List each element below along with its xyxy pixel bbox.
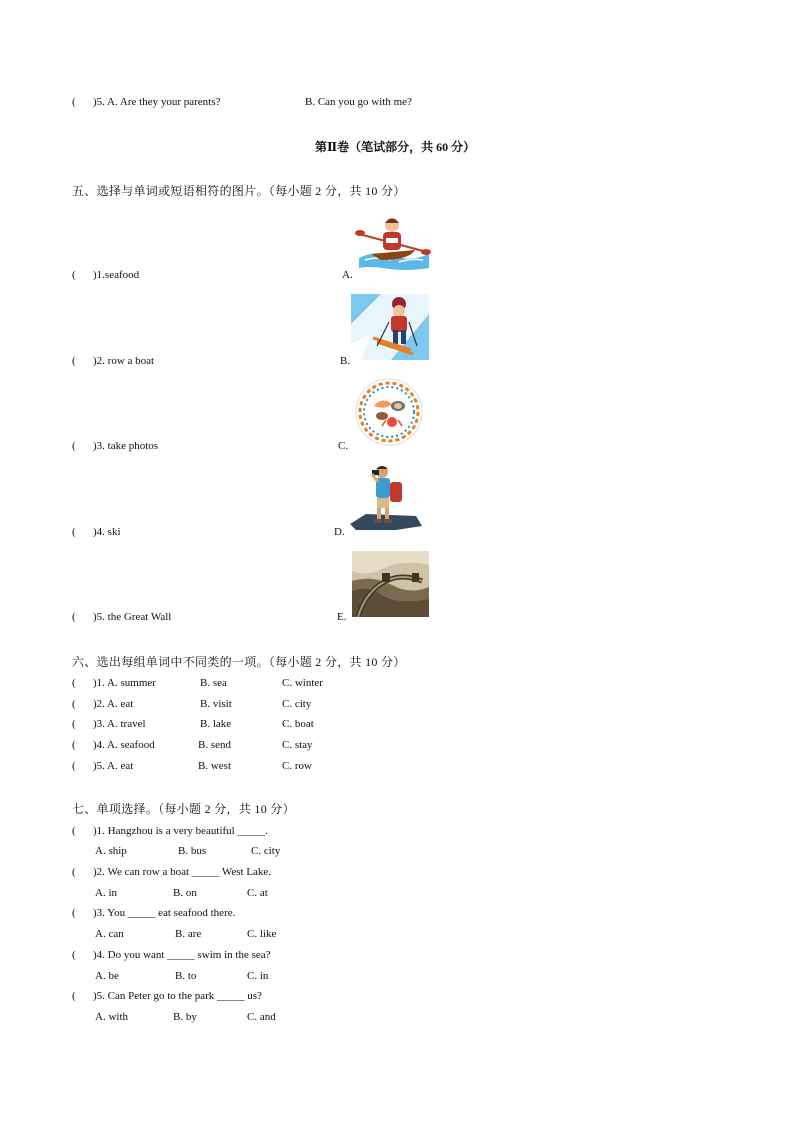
seafood-plate-picture — [352, 378, 426, 446]
part-title: 第Ⅱ卷（笔试部分，共 60 分） — [315, 140, 476, 154]
option-c: C. winter — [282, 677, 323, 689]
option-b: B. to — [175, 970, 197, 982]
paren-open: ( — [72, 949, 76, 961]
option-c: C. city — [251, 845, 281, 857]
match-item: )5. the Great Wall — [93, 611, 172, 623]
option-b: B. sea — [200, 677, 227, 689]
option-a: A. ship — [95, 845, 127, 857]
paren-open: ( — [72, 718, 76, 730]
question-text: )3. You _____ eat seafood there. — [93, 907, 236, 919]
option-b: B. lake — [200, 718, 232, 730]
skiing-picture — [351, 294, 429, 360]
option-b: B. send — [198, 739, 231, 751]
paren-open: ( — [72, 677, 76, 689]
option-b: B. by — [173, 1011, 197, 1023]
picture-letter: D. — [334, 526, 345, 538]
question-text: )4. Do you want _____ swim in the sea? — [93, 949, 271, 961]
paren-open: ( — [72, 269, 76, 281]
option-a: A. be — [95, 970, 119, 982]
great-wall-picture — [352, 551, 429, 617]
question-text: )1. Hangzhou is a very beautiful _____. — [93, 825, 268, 837]
option-a: )3. A. travel — [93, 718, 146, 730]
paren-open: ( — [72, 739, 76, 751]
option-c: C. stay — [282, 739, 313, 751]
question-text: )5. Can Peter go to the park _____ us? — [93, 990, 262, 1002]
paren-open: ( — [72, 825, 76, 837]
question-text: )5. A. Are they your parents? — [93, 96, 221, 108]
paren-open: ( — [72, 760, 76, 772]
picture-letter: A. — [342, 269, 353, 281]
paren-open: ( — [72, 96, 76, 108]
option-a: A. with — [95, 1011, 128, 1023]
section-6-title: 六、选出每组单词中不同类的一项。（每小题 2 分，共 10 分） — [72, 655, 406, 669]
rowing-picture — [355, 212, 431, 272]
option-b: B. are — [175, 928, 202, 940]
paren-open: ( — [72, 611, 76, 623]
option-b: B. Can you go with me? — [305, 96, 412, 108]
picture-letter: C. — [338, 440, 349, 452]
paren-open: ( — [72, 698, 76, 710]
option-c: C. city — [282, 698, 312, 710]
option-b: B. bus — [178, 845, 207, 857]
paren-open: ( — [72, 866, 76, 878]
hiker-photo-picture — [346, 462, 424, 532]
option-c: C. like — [247, 928, 277, 940]
paren-open: ( — [72, 990, 76, 1002]
match-item: )3. take photos — [93, 440, 159, 452]
paren-open: ( — [72, 355, 76, 367]
picture-letter: E. — [337, 611, 347, 623]
match-item: )4. ski — [93, 526, 121, 538]
option-a: A. can — [95, 928, 124, 940]
option-c: C. row — [282, 760, 312, 772]
option-c: C. in — [247, 970, 269, 982]
section-7-title: 七、单项选择。（每小题 2 分，共 10 分） — [72, 802, 295, 816]
paren-open: ( — [72, 526, 76, 538]
section-5-title: 五、选择与单词或短语相符的图片。（每小题 2 分，共 10 分） — [72, 184, 406, 198]
option-c: C. at — [247, 887, 268, 899]
option-a: )4. A. seafood — [93, 739, 155, 751]
option-a: )2. A. eat — [93, 698, 134, 710]
option-a: )1. A. summer — [93, 677, 156, 689]
picture-letter: B. — [340, 355, 351, 367]
match-item: )1.seafood — [93, 269, 140, 281]
paren-open: ( — [72, 907, 76, 919]
option-c: C. and — [247, 1011, 276, 1023]
option-a: )5. A. eat — [93, 760, 134, 772]
option-b: B. west — [198, 760, 231, 772]
match-item: )2. row a boat — [93, 355, 155, 367]
paren-open: ( — [72, 440, 76, 452]
option-b: B. visit — [200, 698, 232, 710]
option-a: A. in — [95, 887, 117, 899]
option-b: B. on — [173, 887, 197, 899]
question-text: )2. We can row a boat _____ West Lake. — [93, 866, 272, 878]
option-c: C. boat — [282, 718, 314, 730]
